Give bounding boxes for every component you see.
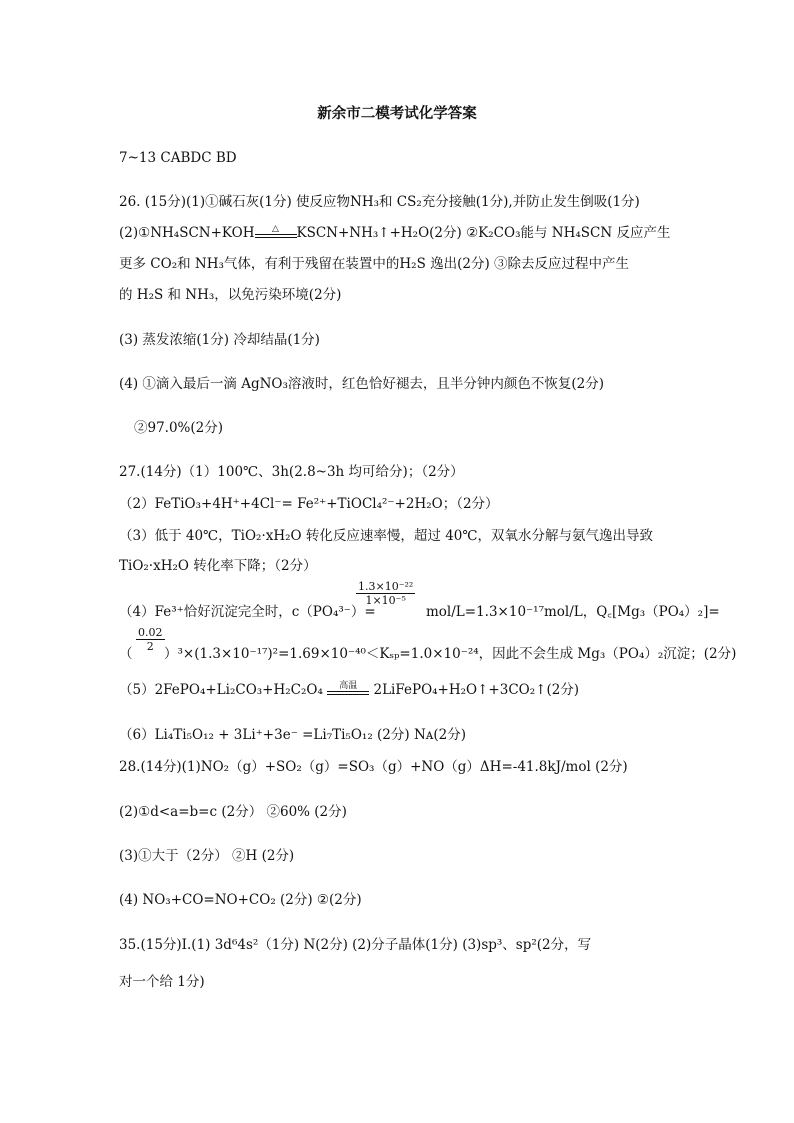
- q27-line-6: ）³×(1.3×10⁻¹⁷)²=1.69×10⁻⁴⁰＜Kₛₚ=1.0×10⁻²⁴，因此不会生成 Mg₃（PO₄）₂沉淀；(2分): [164, 646, 737, 662]
- fraction-numerator-2: 0.02: [138, 626, 163, 639]
- q27-equation-right: 2LiFePO₄+H₂O↑+3CO₂↑(2分): [373, 682, 580, 698]
- q26-line-5: (3) 蒸发浓缩(1分) 冷却结晶(1分): [119, 332, 320, 348]
- page-title: 新余市二模考试化学答案: [317, 106, 477, 122]
- q26-line-1: 26. (15分)(1)①碱石灰(1分) 使反应物NH₃和 CS₂充分接触(1分),并防止发生倒吸(1分): [119, 194, 640, 210]
- fraction-concentration: [136, 626, 165, 653]
- q27-equation-left: （5）2FePO₄+Li₂CO₃+H₂C₂O₄: [119, 682, 323, 698]
- q27-line-1: 27.(14分)（1）100℃、3h(2.8~3h 均可给分)；（2分）: [119, 464, 464, 480]
- fraction-numerator: 1.3×10⁻²²: [358, 580, 414, 593]
- q26-equation-right: KSCN+NH₃↑+H₂O(2分) ②K₂CO₃能与 NH₄SCN 反应产生: [296, 225, 671, 241]
- q35-line-1: 35.(15分)I.(1) 3d⁶4s²（1分) N(2分) (2)分子晶体(1分) (3)sp³、sp²(2分，写: [119, 937, 592, 953]
- q27-line-5: [119, 602, 376, 622]
- high-temp-condition-arrow: 高温: [327, 684, 369, 698]
- q35-line-2: 对一个给 1分): [119, 974, 205, 990]
- q28-line-4: (4) NO₃+CO=NO+CO₂ (2分) ②(2分): [119, 892, 362, 908]
- q27-l5-right: mol/L=1.3×10⁻¹⁷mol/L，Q꜀[Mg₃（PO₄）₂]=: [426, 604, 720, 620]
- q27-line-3: （3）低于 40℃，TiO₂·xH₂O 转化反应速率慢，超过 40℃，双氧水分解与氨气逸出导致: [119, 528, 653, 544]
- q27-line-2: （2）FeTiO₃+4H⁺+4Cl⁻= Fe²⁺+TiOCl₄²⁻+2H₂O；（2分）: [119, 496, 499, 512]
- heat-condition-arrow: △: [255, 227, 297, 241]
- fraction-ksp: [356, 580, 415, 607]
- q27-line-7: [119, 680, 579, 700]
- fraction-denominator-2: 2: [146, 640, 154, 653]
- fraction-denominator: 1×10⁻⁵: [365, 594, 406, 607]
- q26-line-4: 的 H₂S 和 NH₃，以免污染环境(2分): [119, 287, 342, 303]
- multiple-choice-answers: 7~13 CABDC BD: [119, 150, 237, 166]
- q28-line-2: (2)①d<a=b=c (2分） ②60% (2分): [119, 804, 347, 820]
- q26-line-2: [119, 223, 670, 243]
- q27-line-4: TiO₂·xH₂O 转化率下降；（2分）: [119, 558, 317, 574]
- q26-equation-left: (2)①NH₄SCN+KOH: [119, 225, 255, 241]
- q28-line-3: (3)①大于（2分） ②H (2分): [119, 848, 295, 864]
- q26-line-3: 更多 CO₂和 NH₃气体，有利于残留在装置中的H₂S 逸出(2分) ③除去反应过程中产生: [119, 256, 630, 272]
- q26-line-7: ②97.0%(2分): [134, 420, 224, 436]
- q27-l6-paren: （: [119, 646, 133, 662]
- q27-l5-left: （4）Fe³⁺恰好沉淀完全时，c（PO₄³⁻）=: [119, 604, 376, 620]
- q28-line-1: 28.(14分)(1)NO₂（g）+SO₂（g）=SO₃（g）+NO（g）ΔH=-41.8kJ/mol (2分): [119, 759, 628, 775]
- q27-line-8: （6）Li₄Ti₅O₁₂ + 3Li⁺+3e⁻ =Li₇Ti₅O₁₂ (2分) Nᴀ(2分): [119, 727, 467, 743]
- q26-line-6: (4) ①滴入最后一滴 AgNO₃溶液时，红色恰好褪去，且半分钟内颜色不恢复(2分): [119, 376, 605, 392]
